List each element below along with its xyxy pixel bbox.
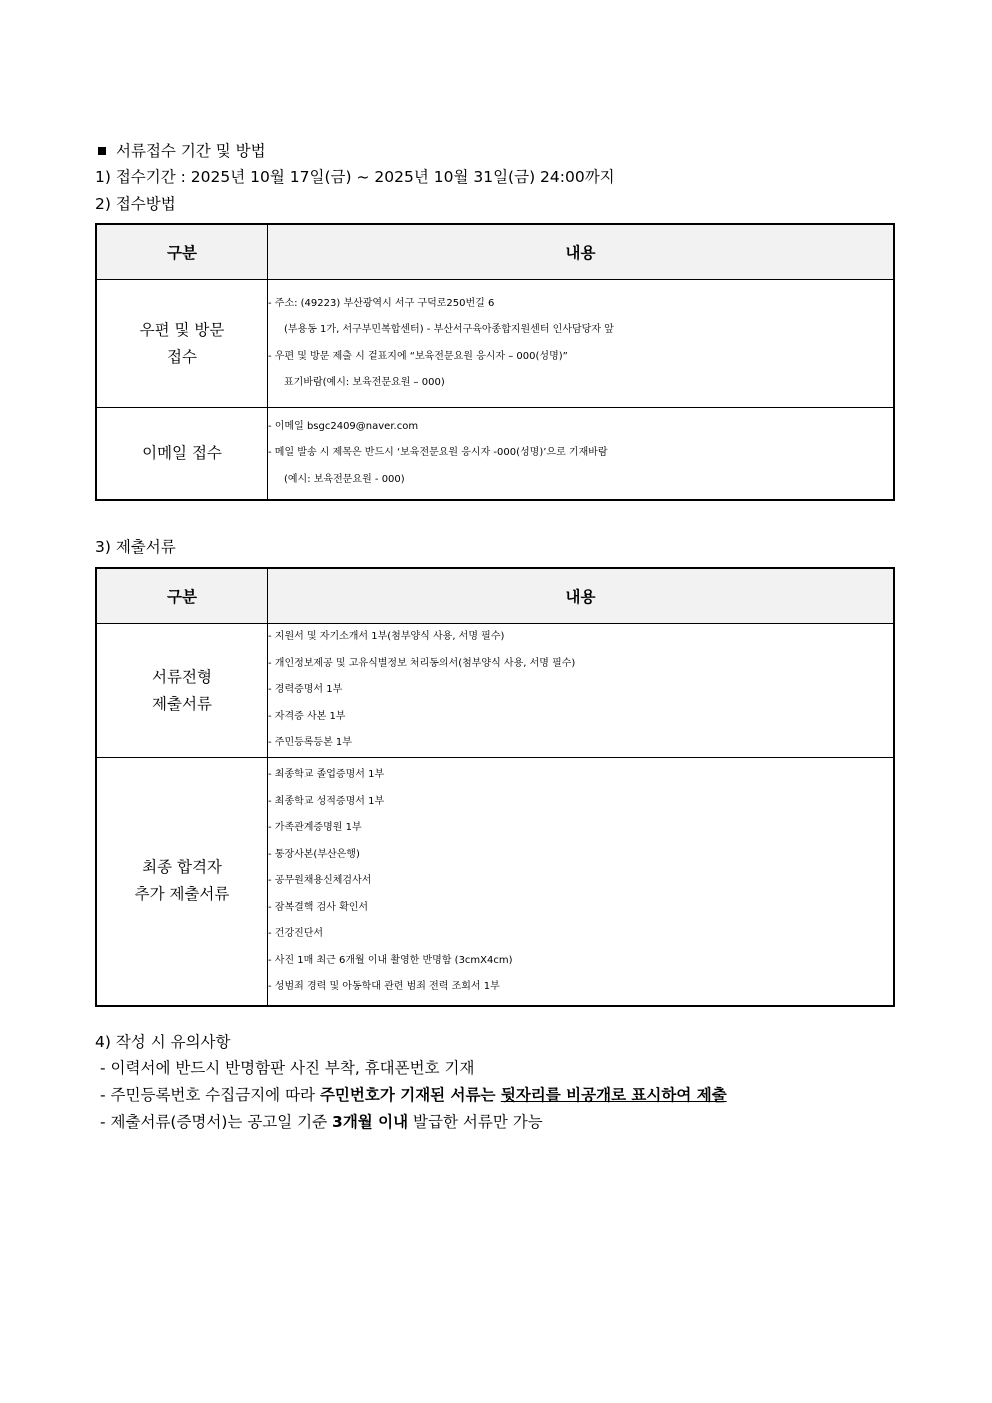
section-header: 서류접수 기간 및 방법 [95, 141, 266, 161]
note-item: - 주민등록번호 수집금지에 따라 주민번호가 기재된 서류는 뒷자리를 비공개로 표시하여 제출 [100, 1086, 727, 1104]
header-category: 구분 [96, 568, 268, 624]
table-header-row [96, 568, 894, 624]
submission-method-table [95, 223, 895, 501]
table-row [96, 408, 894, 500]
row-content: - 이메일 bsgc2409@naver.com - 메일 발송 시 제목은 반드시 ‘보육전문요원 응시자 -000(성명)’으로 기재바람 (예시: 보육전문요원 - 000) [268, 408, 895, 500]
table-row [96, 624, 894, 758]
header-category: 구분 [96, 224, 268, 280]
row-content: - 주소: (49223) 부산광역시 서구 구덕로250번길 6 (부용동 1가, 서구부민복합센터) - 부산서구육아종합지원센터 인사담당자 앞 - 우편 및 방문 제출 시 겉표지에 “보육전문요원 응시자 – 000(성명)” 표기바람(예시: 보육전문요원 – 000) [268, 280, 895, 408]
table-header-row [96, 224, 894, 280]
row-label: 서류전형 제출서류 [96, 624, 268, 758]
submission-documents-table [95, 567, 895, 1007]
header-content: 내용 [268, 568, 895, 624]
header-content: 내용 [268, 224, 895, 280]
note-item: - 이력서에 반드시 반명함판 사진 부착, 휴대폰번호 기재 [100, 1059, 475, 1077]
application-period: 1) 접수기간 : 2025년 10월 17일(금) ~ 2025년 10월 31일(금) 24:00까지 [95, 168, 615, 186]
documents-title: 3) 제출서류 [95, 538, 176, 556]
method-title: 2) 접수방법 [95, 195, 176, 213]
table-row [96, 280, 894, 408]
row-content: - 지원서 및 자기소개서 1부(첨부양식 사용, 서명 필수) - 개인정보제공 및 고유식별정보 처리동의서(첨부양식 사용, 서명 필수) - 경력증명서 1부 - 자격증 사본 1부 - 주민등록등본 1부 [268, 624, 895, 758]
table-row [96, 758, 894, 1006]
notes-title: 4) 작성 시 유의사항 [95, 1033, 231, 1051]
row-label: 이메일 접수 [96, 408, 268, 500]
row-label: 최종 합격자 추가 제출서류 [96, 758, 268, 1006]
note-item: - 제출서류(증명서)는 공고일 기준 3개월 이내 발급한 서류만 가능 [100, 1113, 543, 1131]
square-bullet-icon [98, 147, 106, 155]
row-label: 우편 및 방문 접수 [96, 280, 268, 408]
row-content: - 최종학교 졸업증명서 1부 - 최종학교 성적증명서 1부 - 가족관계증명원 1부 - 통장사본(부산은행) - 공무원채용신체검사서 - 잠복결핵 검사 확인서 - 건강진단서 - 사진 1매 최근 6개월 이내 촬영한 반명함 (3cmX4cm) - 성범죄 경력 및 아동학대 관련 범죄 전력 조회서 1부 [268, 758, 895, 1006]
